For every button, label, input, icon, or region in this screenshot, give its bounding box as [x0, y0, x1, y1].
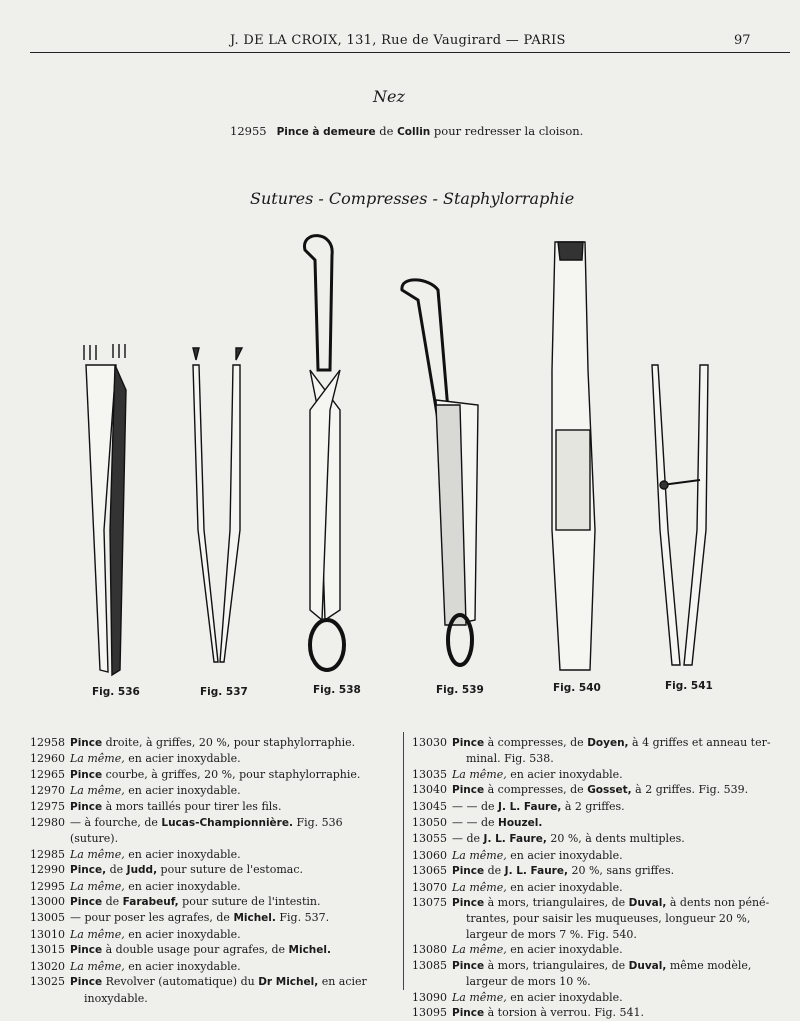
item-number: 13055 [412, 832, 447, 846]
catalog-item [412, 958, 782, 974]
catalog-item [30, 959, 390, 974]
item-desc-rest: pour suture de l'intestin. [178, 895, 321, 909]
catalog-item [412, 863, 782, 879]
item-number-blank [30, 991, 70, 1006]
item-text [452, 767, 782, 782]
item-text [452, 735, 782, 751]
item-bold: Pince [70, 737, 103, 749]
instruments-illustration [0, 230, 800, 700]
catalog-item [30, 751, 390, 766]
item-number: 12970 [30, 784, 65, 798]
column-divider [403, 732, 404, 990]
figure-label: Fig. 540 [553, 682, 601, 694]
item-desc: en acier inoxydable. [124, 752, 241, 766]
item-desc: — — de [452, 816, 499, 830]
header-rule [30, 52, 790, 53]
item-text-rest: pour redresser la cloison. [430, 124, 584, 138]
item-bold-author: Houzel. [498, 817, 543, 830]
catalog-item [412, 1005, 782, 1021]
item-text [70, 735, 390, 751]
figure-label: Fig. 539 [436, 684, 484, 696]
item-desc: en acier inoxydable. [124, 927, 241, 941]
item-text: de [375, 124, 398, 138]
item-bold: Pince [70, 896, 103, 909]
item-number-blank [412, 974, 452, 989]
instrument-fig-539 [402, 280, 478, 665]
section-title-nez: Nez [373, 87, 405, 106]
item-desc: à compresses, de [484, 736, 588, 749]
item-text [452, 942, 782, 957]
item-bold: Pince à demeure [276, 126, 376, 138]
item-text [70, 862, 390, 878]
catalog-item [412, 815, 782, 831]
item-number: 13085 [412, 958, 447, 972]
figure-label: Fig. 537 [200, 686, 248, 698]
item-desc-rest: à dents non péné- [666, 896, 770, 910]
item-bold-author: J. L. Faure, [483, 833, 547, 846]
item-bold: Pince [452, 784, 485, 797]
item-text [452, 831, 782, 847]
catalog-item [412, 831, 782, 847]
item-desc-rest: même modèle, [666, 958, 752, 972]
header-title: J. DE LA CROIX, 131, Rue de Vaugirard — PARIS [230, 33, 566, 48]
item-desc: à torsion à verrou. Fig. 541. [484, 1005, 645, 1019]
item-number-blank [412, 911, 452, 926]
item-number: 12990 [30, 863, 65, 877]
item-bold: Pince [452, 865, 485, 878]
item-continuation: largeur de mors 7 %. Fig. 540. [466, 927, 637, 941]
item-text [70, 847, 390, 862]
item-desc: en acier inoxydable. [124, 959, 241, 973]
item-italic: La même, [452, 880, 507, 894]
catalog-item [30, 847, 390, 862]
item-number: 13025 [30, 975, 65, 989]
item-bold-author: Gosset, [587, 784, 632, 797]
item-bold-author: J. L. Faure, [498, 800, 562, 813]
item-bold: Pince [452, 959, 485, 972]
catalog-item [412, 799, 782, 815]
item-bold: Pince [70, 944, 103, 957]
item-bold-author: Collin [397, 126, 431, 138]
item-desc: droite, à griffes, 20 %, pour staphylorraphie. [102, 736, 356, 749]
item-text [452, 848, 782, 863]
item-desc: en acier inoxydable. [506, 990, 623, 1004]
catalog-item [412, 848, 782, 863]
item-text [70, 910, 390, 926]
item-number: 13080 [412, 943, 447, 957]
item-text [452, 782, 782, 798]
item-desc-rest: en acier [318, 975, 367, 989]
catalog-item [30, 799, 390, 815]
item-italic: La même, [70, 959, 125, 973]
item-desc-rest: à 4 griffes et anneau ter- [628, 736, 771, 749]
item-italic: La même, [70, 879, 125, 893]
item-desc-rest: à 2 griffes. [561, 799, 625, 813]
instrument-fig-536 [84, 344, 126, 675]
item-text [452, 1005, 782, 1021]
instrument-fig-540 [552, 242, 595, 670]
catalog-item [30, 879, 390, 894]
item-number: 12965 [30, 767, 65, 781]
item-desc: de [106, 863, 127, 877]
item-desc-rest: 20 %, sans griffes. [567, 864, 675, 878]
catalog-item [30, 910, 390, 926]
item-number-blank [412, 927, 452, 942]
item-desc: en acier inoxydable. [506, 848, 623, 862]
item-text [70, 767, 390, 783]
item-bold: Pince, [70, 864, 107, 877]
item-desc: à mors, triangulaires, de [484, 958, 629, 972]
item-desc: de [484, 864, 505, 878]
catalog-item [30, 894, 390, 910]
item-desc: — pour poser les agrafes, de [70, 911, 234, 925]
catalog-item-continuation [412, 927, 782, 942]
item-italic: La même, [70, 847, 125, 861]
item-bold-author: Farabeuf, [122, 896, 179, 909]
item-number: 13090 [412, 990, 447, 1004]
item-bold-author: Michel. [288, 944, 331, 957]
figure-label: Fig. 538 [313, 684, 361, 696]
item-text [452, 799, 782, 815]
item-desc: — de [452, 832, 484, 846]
item-text [70, 927, 390, 942]
item-number: 13020 [30, 959, 65, 973]
item-bold: Pince [70, 800, 103, 813]
item-number: 12955 [230, 124, 267, 138]
item-text [452, 895, 782, 911]
item-number: 13010 [30, 927, 65, 941]
catalog-item-continuation [412, 911, 782, 926]
item-desc-rest: à 2 griffes. Fig. 539. [631, 783, 749, 797]
instrument-fig-538 [305, 236, 344, 670]
item-continuation: inoxydable. [84, 991, 148, 1005]
item-bold-author: Lucas-Championnière. [161, 817, 293, 830]
nez-item [230, 124, 583, 138]
item-italic: La même, [452, 990, 507, 1004]
item-number: 13075 [412, 896, 447, 910]
item-number: 13095 [412, 1005, 447, 1019]
item-text [70, 974, 390, 990]
item-desc: en acier inoxydable. [506, 880, 623, 894]
catalog-item [412, 895, 782, 911]
catalog-item [30, 767, 390, 783]
item-desc-rest: Fig. 536 (suture). [70, 816, 343, 846]
item-desc: Revolver (automatique) du [102, 975, 259, 989]
item-number: 12980 [30, 816, 65, 830]
item-bold: Pince [452, 1006, 485, 1019]
item-number: 13060 [412, 848, 447, 862]
item-number: 13030 [412, 736, 447, 749]
item-number: 12960 [30, 752, 65, 766]
instrument-fig-537 [193, 348, 242, 662]
item-bold: Pince [452, 897, 485, 910]
catalog-item [412, 735, 782, 751]
item-desc: de [102, 895, 123, 909]
item-desc: en acier inoxydable. [124, 847, 241, 861]
item-desc: courbe, à griffes, 20 %, pour staphylorraphie. [102, 767, 361, 781]
catalog-item [30, 735, 390, 751]
item-number: 13005 [30, 911, 65, 925]
item-bold-author: Judd, [126, 864, 158, 877]
item-text [70, 894, 390, 910]
item-text [452, 958, 782, 974]
item-desc: à mors taillés pour tirer les fils. [102, 799, 282, 813]
page-number: 97 [734, 33, 751, 48]
item-text [70, 799, 390, 815]
item-number: 13070 [412, 880, 447, 894]
item-bold: Pince [70, 768, 103, 781]
item-italic: La même, [70, 927, 125, 941]
item-number: 13000 [30, 895, 65, 909]
catalog-item [30, 927, 390, 942]
figure-label: Fig. 541 [665, 680, 713, 692]
item-bold: Pince [70, 976, 103, 989]
item-text [70, 942, 390, 958]
item-number: 12985 [30, 847, 65, 861]
item-number: 12995 [30, 879, 65, 893]
catalog-item [30, 974, 390, 990]
catalog-item [412, 880, 782, 895]
item-number: 13045 [412, 799, 447, 813]
item-number: 12958 [30, 736, 65, 749]
catalog-item [30, 862, 390, 878]
item-text [452, 863, 782, 879]
item-italic: La même, [70, 752, 125, 766]
item-number: 13065 [412, 864, 447, 878]
item-continuation: minal. Fig. 538. [466, 752, 554, 766]
item-desc: — à fourche, de [70, 816, 162, 830]
item-italic: La même, [452, 943, 507, 957]
item-desc: à mors, triangulaires, de [484, 896, 629, 910]
catalog-item-continuation [412, 974, 782, 989]
item-text [70, 879, 390, 894]
catalog-item-continuation [412, 751, 782, 766]
item-text [452, 990, 782, 1005]
item-desc: en acier inoxydable. [124, 879, 241, 893]
item-desc: à double usage pour agrafes, de [102, 943, 289, 957]
catalog-item [30, 815, 390, 847]
item-desc: en acier inoxydable. [506, 943, 623, 957]
item-desc: à compresses, de [484, 783, 588, 797]
item-bold-author: Duval, [628, 959, 667, 972]
item-bold-author: Dr Michel, [258, 976, 319, 989]
item-number: 13040 [412, 783, 447, 797]
catalog-item [412, 990, 782, 1005]
item-text [70, 751, 390, 766]
item-text [70, 783, 390, 798]
catalog-item-continuation [30, 991, 390, 1006]
item-text [70, 815, 390, 847]
item-desc: en acier inoxydable. [124, 784, 241, 798]
item-continuation: trantes, pour saisir les muqueuses, longueur 20 %, [466, 912, 751, 926]
figure-label: Fig. 536 [92, 686, 140, 698]
item-text [70, 959, 390, 974]
item-bold-author: Michel. [233, 912, 276, 925]
catalog-item [412, 782, 782, 798]
instrument-fig-541 [652, 365, 708, 665]
item-number: 13035 [412, 767, 447, 781]
item-desc-rest: 20 %, à dents multiples. [546, 832, 685, 846]
catalog-item [412, 767, 782, 782]
item-italic: La même, [452, 848, 507, 862]
right-item-list [412, 735, 782, 1021]
item-number-blank [412, 751, 452, 766]
item-number: 13050 [412, 816, 447, 830]
catalog-item [412, 942, 782, 957]
item-continuation: largeur de mors 10 %. [466, 975, 591, 989]
item-bold-author: Duval, [628, 897, 667, 910]
item-desc: en acier inoxydable. [506, 767, 623, 781]
item-bold-author: J. L. Faure, [504, 865, 568, 878]
catalog-item [30, 783, 390, 798]
item-number: 12975 [30, 799, 65, 813]
section-title-sutures: Sutures - Compresses - Staphylorraphie [250, 189, 575, 208]
item-text [452, 880, 782, 895]
item-desc-rest: pour suture de l'estomac. [157, 863, 303, 877]
item-desc: — — de [452, 799, 499, 813]
item-text [452, 815, 782, 831]
page-header [0, 30, 800, 52]
item-number: 13015 [30, 943, 65, 957]
item-bold-author: Doyen, [587, 737, 629, 749]
left-item-list [30, 735, 390, 1006]
item-italic: La même, [70, 784, 125, 798]
item-desc-rest: Fig. 537. [275, 911, 330, 925]
item-bold: Pince [452, 737, 485, 749]
item-italic: La même, [452, 767, 507, 781]
catalog-item [30, 942, 390, 958]
